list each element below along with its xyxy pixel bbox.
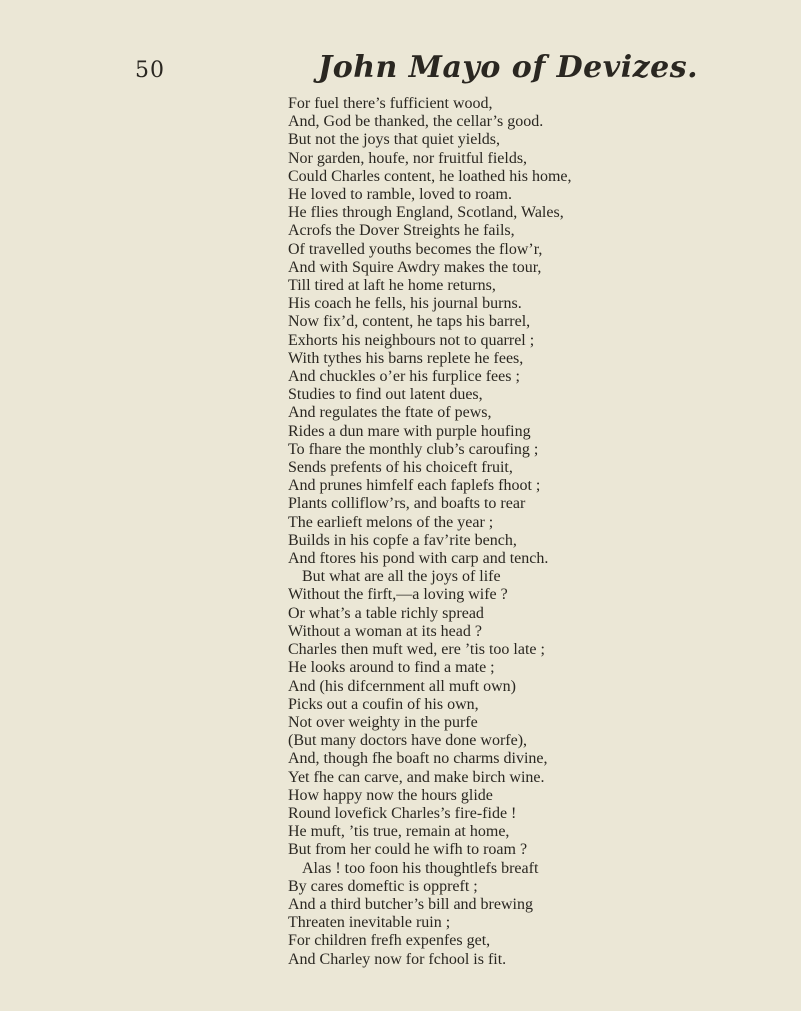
poem-line: (But many doctors have done worfe), [288, 732, 528, 750]
poem-line: And with Squire Awdry makes the tour, [288, 258, 542, 276]
poem-line: Round lovefick Charles’s fire-fide ! [288, 804, 517, 822]
poem-line: And prunes himfelf each faplefs fhoot ; [288, 477, 541, 495]
poem-line: Charles then muft wed, ere ’tis too late ; [288, 641, 545, 659]
poem-line: To fhare the monthly club’s caroufing ; [288, 440, 539, 458]
poem-line: With tythes his barns replete he fees, [288, 349, 524, 367]
poem-line: And, though fhe boaft no charms divine, [288, 750, 548, 768]
poem-line: He loved to ramble, loved to roam. [288, 186, 512, 204]
poem-line: Builds in his copfe a fav’rite bench, [288, 531, 517, 549]
poem-line: Acrofs the Dover Streights he fails, [288, 222, 515, 240]
poem-line: Alas ! too foon his thoughtlefs breaft [302, 859, 539, 877]
poem-line: Till tired at laft he home returns, [288, 277, 496, 295]
poem-line: For fuel there’s fufficient wood, [288, 95, 493, 112]
poem-text [288, 95, 778, 969]
poem-line: And ftores his pond with carp and tench. [288, 550, 549, 568]
poem-line: He flies through England, Scotland, Wales, [288, 204, 564, 222]
poem-line: And regulates the ftate of pews, [288, 404, 492, 422]
poem-line: Without a woman at its head ? [288, 622, 482, 640]
poem-line: Studies to find out latent dues, [288, 386, 483, 404]
poem-line: He muft, ’tis true, remain at home, [288, 823, 510, 841]
page-number: 50 [135, 58, 165, 83]
poem-line: Exhorts his neighbours not to quarrel ; [288, 331, 535, 349]
poem-line: Yet fhe can carve, and make birch wine. [288, 768, 545, 786]
poem-line: And chuckles o’er his furplice fees ; [288, 368, 520, 386]
poem-line: His coach he fells, his journal burns. [288, 295, 522, 313]
poem-line: Of travelled youths becomes the flow’r, [288, 240, 543, 258]
poem-line: By cares domeftic is oppreft ; [288, 877, 478, 895]
poem-line: How happy now the hours glide [288, 786, 493, 804]
poem-line: The earlieft melons of the year ; [288, 513, 494, 531]
poem-line: And, God be thanked, the cellar’s good. [288, 113, 544, 131]
poem-line: Or what’s a table richly spread [288, 604, 484, 622]
poem-line: Without the firft,—a loving wife ? [288, 586, 508, 604]
page-title: John Mayo of Devizes. [318, 50, 699, 85]
poem-line: Not over weighty in the purfe [288, 713, 478, 731]
poem-line: And (his difcernment all muft own) [288, 677, 516, 695]
poem-line: Rides a dun mare with purple houfing [288, 422, 531, 440]
poem-line: Nor garden, houfe, nor fruitful fields, [288, 149, 528, 167]
poem-line: But what are all the joys of life [302, 568, 501, 586]
poem-line: Picks out a coufin of his own, [288, 695, 479, 713]
poem-line: He looks around to find a mate ; [288, 659, 495, 677]
poem-line: And a third butcher’s bill and brewing [288, 895, 533, 913]
poem-line: But not the joys that quiet yields, [288, 131, 500, 149]
poem-line: And Charley now for fchool is fit. [288, 950, 507, 968]
poem-line: Now fix’d, content, he taps his barrel, [288, 313, 531, 331]
poem-line: Sends prefents of his choiceft fruit, [288, 459, 513, 477]
poem-line: Could Charles content, he loathed his home, [288, 167, 572, 185]
poem-line: For children frefh expenfes get, [288, 932, 491, 950]
poem-line: Plants colliflow’rs, and boafts to rear [288, 495, 526, 513]
poem-line: Threaten inevitable ruin ; [288, 914, 451, 932]
poem-line: But from her could he wifh to roam ? [288, 841, 528, 859]
